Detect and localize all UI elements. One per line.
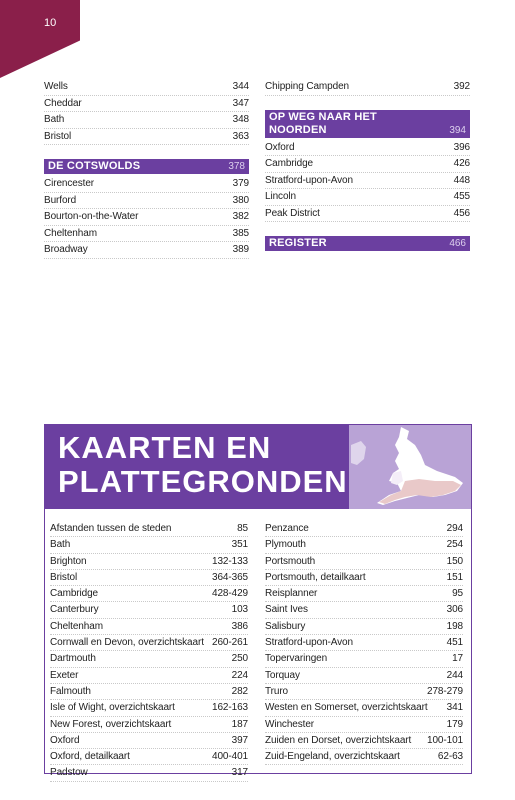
map-list-entry [50,586,248,602]
map-list-entry [50,602,248,618]
map-entry-label: Canterbury [50,604,99,616]
toc-entry-page: 396 [453,141,470,153]
map-entry-page: 179 [446,718,463,730]
map-entry-page: 95 [452,588,463,600]
map-list-entry [50,521,248,537]
map-entry-label: Stratford-upon-Avon [265,637,353,649]
toc-entry [44,193,249,210]
toc-entry-page: 348 [232,114,249,125]
map-entry-label: Oxford [50,734,80,746]
map-entry-page: 397 [231,734,248,746]
map-list-entry [50,570,248,586]
toc-section-header [44,159,249,174]
map-entry-page: 103 [231,604,248,616]
toc-entry [265,79,470,96]
toc-section-page: 466 [449,238,466,249]
map-list-entry [50,619,248,635]
toc-entry [265,189,470,206]
map-entry-page: 278-279 [427,685,463,697]
toc-right-column [265,79,470,253]
toc-entry-page: 385 [232,227,249,239]
toc-entry [265,140,470,157]
toc-entry-page: 456 [453,207,470,219]
toc-section-header [265,110,470,138]
map-entry-page: 317 [231,767,248,779]
map-entry-label: Portsmouth, detailkaart [265,571,366,583]
toc-entry [44,129,249,146]
toc-entry [44,79,249,96]
map-entry-page: 187 [231,718,248,730]
map-entry-page: 100-101 [427,734,463,746]
page-corner-tab [0,0,80,78]
toc-entry [44,209,249,226]
maps-left-column [50,521,248,782]
map-entry-page: 400-401 [212,751,248,763]
map-list-entry [50,554,248,570]
map-entry-label: Isle of Wight, overzichtskaart [50,702,175,714]
map-entry-label: Winchester [265,718,315,730]
map-list-entry [265,700,463,716]
map-list-entry [50,684,248,700]
toc-entry [44,242,249,259]
map-entry-page: 282 [231,685,248,697]
map-entry-label: Dartmouth [50,653,96,665]
map-entry-page: 162-163 [212,702,248,714]
map-entry-page: 17 [452,653,463,665]
map-entry-label: Bath [50,539,71,551]
toc-entry-page: 389 [232,244,249,255]
toc-entry [265,173,470,190]
toc-entry [44,176,249,193]
map-list-entry [50,765,248,781]
maps-section [44,424,472,779]
map-list-entry [265,733,463,749]
map-list-entry [50,537,248,553]
map-entry-page: 151 [446,571,463,583]
toc-entry [44,96,249,113]
toc-entry-label: Wells [44,81,68,92]
map-entry-label: Saint Ives [265,604,308,616]
map-entry-label: Cornwall en Devon, overzichtskaart [50,637,204,649]
map-entry-page: 386 [231,620,248,632]
map-list-entry [265,749,463,765]
toc-entry-label: Peak District [265,207,320,219]
toc-entry-page: 426 [453,158,470,169]
map-list-entry [265,602,463,618]
map-list-entry [265,668,463,684]
toc-entry-page: 392 [453,81,470,92]
page-number: 10 [44,17,57,29]
map-entry-page: 254 [446,539,463,551]
toc-entry-label: Chipping Campden [265,81,350,92]
map-entry-page: 451 [446,637,463,649]
toc-entry [265,156,470,173]
map-entry-page: 198 [446,620,463,632]
map-entry-page: 351 [231,539,248,551]
map-entry-page: 364-365 [212,571,248,583]
map-entry-page: 306 [446,604,463,616]
map-list-entry [265,521,463,537]
map-entry-label: Torquay [265,669,300,681]
toc-entry-page: 344 [232,81,249,92]
toc-entry-label: Oxford [265,141,295,153]
map-list-entry [265,586,463,602]
toc-entry [44,226,249,243]
map-entry-label: Truro [265,685,289,697]
map-entry-page: 132-133 [212,555,248,567]
toc-entry-page: 380 [232,194,249,206]
map-list-entry [265,570,463,586]
toc-entry-label: Stratford-upon-Avon [265,174,353,186]
map-entry-label: Zuid-Engeland, overzichtskaart [265,751,400,763]
map-list-entry [50,635,248,651]
toc-left-column [44,79,249,259]
toc-section-title: REGISTER [269,237,327,249]
map-entry-label: Plymouth [265,539,306,551]
toc-entry-page: 363 [232,130,249,142]
toc-entry-label: Bristol [44,130,72,142]
map-list-entry [265,651,463,667]
toc-entry [44,112,249,129]
toc-entry-label: Cheddar [44,97,82,109]
map-entry-label: Exeter [50,669,79,681]
map-list-entry [265,537,463,553]
toc-entry-label: Cirencester [44,178,95,189]
map-entry-label: Cheltenham [50,620,103,632]
toc-entry-label: Burford [44,194,77,206]
toc-entry-page: 448 [453,174,470,186]
map-list-entry [50,717,248,733]
toc-entry-page: 455 [453,191,470,202]
toc-entry-label: Broadway [44,244,88,255]
map-entry-label: Bristol [50,571,78,583]
map-entry-page: 341 [446,702,463,714]
toc-entry-page: 379 [232,178,249,189]
toc-section-page: 394 [449,124,466,136]
toc-entry-label: Bath [44,114,65,125]
map-entry-label: Penzance [265,523,309,534]
map-entry-label: Salisbury [265,620,306,632]
toc-section-title: OP WEG NAAR HET NOORDEN [269,110,377,136]
map-entry-label: New Forest, overzichtskaart [50,718,172,730]
maps-right-column [265,521,463,765]
toc-section-title: DE COTSWOLDS [48,160,141,172]
map-entry-label: Topervaringen [265,653,328,665]
map-list-entry [265,635,463,651]
map-entry-label: Cambridge [50,588,99,600]
map-of-southern-england-icon [349,425,471,509]
map-entry-page: 294 [446,523,463,534]
map-entry-page: 150 [446,555,463,567]
toc-entry-page: 347 [232,97,249,109]
map-entry-label: Afstanden tussen de steden [50,523,172,534]
map-list-entry [50,651,248,667]
map-entry-page: 62-63 [437,751,463,763]
toc-entry-label: Lincoln [265,191,296,202]
map-entry-label: Brighton [50,555,87,567]
map-entry-label: Zuiden en Dorset, overzichtskaart [265,734,412,746]
map-entry-page: 250 [231,653,248,665]
map-entry-label: Reisplanner [265,588,318,600]
map-list-entry [50,700,248,716]
map-list-entry [265,717,463,733]
map-list-entry [50,733,248,749]
map-entry-page: 85 [237,523,248,534]
maps-section-title: KAARTEN EN PLATTEGRONDEN [58,430,348,499]
map-entry-label: Oxford, detailkaart [50,751,130,763]
toc-section-header [265,236,470,251]
toc-entry-label: Cheltenham [44,227,97,239]
map-list-entry [50,749,248,765]
toc-entry-label: Bourton-on-the-Water [44,211,139,222]
toc-entry-page: 382 [232,211,249,222]
map-entry-label: Westen en Somerset, overzichtskaart [265,702,428,714]
map-list-entry [265,619,463,635]
map-entry-page: 224 [231,669,248,681]
toc-section-page: 378 [228,161,245,172]
map-entry-page: 244 [446,669,463,681]
map-list-entry [265,684,463,700]
map-list-entry [50,668,248,684]
toc-entry [265,206,470,223]
map-entry-label: Falmouth [50,685,91,697]
map-list-entry [265,554,463,570]
maps-section-header [45,425,471,509]
toc-entry-label: Cambridge [265,158,314,169]
map-entry-label: Padstow [50,767,88,779]
map-entry-page: 260-261 [212,637,248,649]
map-entry-page: 428-429 [212,588,248,600]
map-entry-label: Portsmouth [265,555,316,567]
